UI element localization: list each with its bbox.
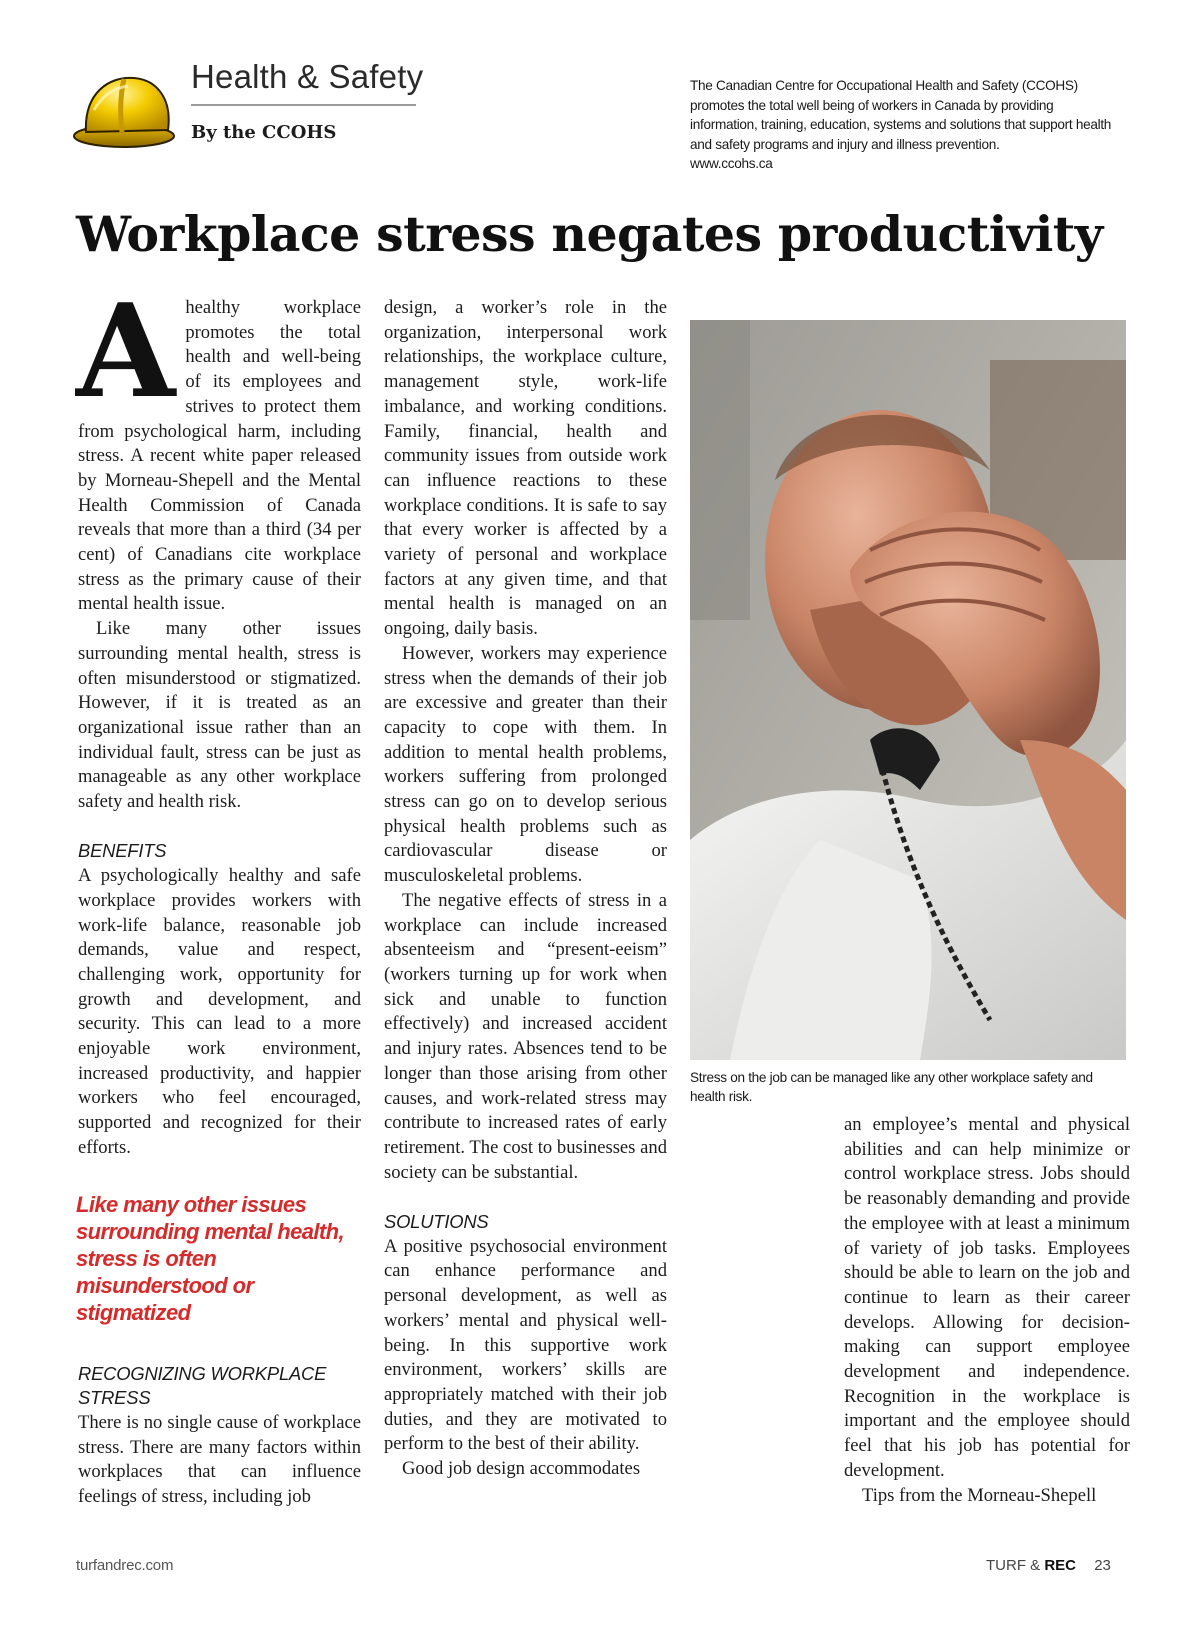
photo-caption: Stress on the job can be managed like any other workplace safety and health risk. xyxy=(690,1070,1093,1104)
intro-url[interactable]: www.ccohs.ca xyxy=(690,156,773,171)
intro-text: The Canadian Centre for Occupational Health and Safety (CCOHS) promotes the total well being of workers in Canada by providing information, training, education, systems and solutions that support health and safety programs and injury and illness prevention. xyxy=(690,78,1112,152)
subhead-solutions: SOLUTIONS xyxy=(384,1211,489,1232)
paragraph: However, workers may experience stress when the demands of their job are excessive and greater than their capacity to cope with them. In addition to mental health problems, workers suffering from prolonged stress can go on to develop serious physical health problems such as cardiovascular disease or musculoskeletal problems. xyxy=(384,642,667,887)
article-photo xyxy=(690,320,1126,1060)
paragraph-text: healthy workplace promotes the total health and well-being of its employees and strives to protect them from psychological harm, including stress. A recent white paper released by Morneau-Shepell and the Mental Health Commission of Canada reveals that more than a third (34 per cent) of Canadians cite workplace stress as the primary cause of their mental health issue. xyxy=(78,297,361,615)
magazine-name: TURF & xyxy=(986,1557,1041,1574)
byline: By the CCOHS xyxy=(191,122,337,143)
paragraph: A positive psychosocial environment can enhance performance and personal development, as well as workers’ mental and physical well-being. In this supportive work environment, workers’ skills are appropriately matched with their job duties, and they are motivated to perform to the best of their ability. xyxy=(384,1235,667,1455)
subhead-recognizing: RECOGNIZING WORKPLACE STRESS xyxy=(78,1362,327,1409)
paragraph: Tips from the Morneau-Shepell xyxy=(862,1484,1097,1506)
subhead-benefits: BENEFITS xyxy=(78,840,167,862)
pull-quote: Like many other issues surrounding mental health, stress is often misunderstood or stigmatized xyxy=(76,1191,344,1325)
spacer xyxy=(78,815,361,840)
magazine-name-bold: REC xyxy=(1044,1557,1077,1574)
spacer xyxy=(384,1185,667,1210)
page-number: 23 xyxy=(1094,1557,1111,1574)
footer-website[interactable]: turfandrec.com xyxy=(76,1557,174,1574)
hard-hat-icon xyxy=(72,66,182,150)
paragraph: A psychologically healthy and safe workplace provides workers with work-life balance, reasonable job demands, value and respect, challenging work, opportunity for growth and development, and security. This can lead to a more enjoyable work environment, increased productivity, and happier workers who feel encouraged, supported and recognized for their efforts. xyxy=(78,865,361,1158)
paragraph: Like many other issues surrounding mental health, stress is often misunderstood or stigmatized. However, if it is treated as an organizational issue rather than an individual fault, stress can be just as manageable as any other workplace safety and health risk. xyxy=(78,618,361,813)
article-column-2 xyxy=(384,296,667,1482)
paragraph: The negative effects of stress in a workplace can include increased absenteeism and “present-eeism” (workers turning up for work when sick and unable to function effectively) and increased accident and injury rates. Absences tend to be longer than those arising from other causes, and work-related stress may contribute to increased rates of early retirement. The cost to businesses and society can be substantial. xyxy=(384,889,667,1183)
paragraph: There is no single cause of workplace stress. There are many factors within workplaces that can influence feelings of stress, including job xyxy=(78,1412,361,1508)
paragraph xyxy=(76,277,361,617)
drop-cap: A xyxy=(76,277,176,427)
intro-blurb xyxy=(690,76,1120,174)
paragraph: design, a worker’s role in the organization, interpersonal work relationships, the workplace culture, management style, work-life imbalance, and working conditions. Family, financial, health and community issues from outside work can influence reactions to these workplace conditions. It is safe to say that every worker is affected by a variety of personal and workplace factors at any given time, and that mental health is managed on an ongoing, daily basis. xyxy=(384,297,667,640)
article-column-3 xyxy=(844,1113,1130,1508)
paragraph: an employee’s mental and physical abilities and can help minimize or control workplace stress. Jobs should be reasonably demanding and provide the employee with at least a minimum of variety of job tasks. Employees should be able to learn on the job and continue to learn as their career develops. Allowing for decision-making can support employee development and independence. Recognition in the workplace is important and the employee should feel that his job has potential for development. xyxy=(844,1114,1130,1481)
section-title: Health & Safety xyxy=(191,58,424,95)
headline: Workplace stress negates productivity xyxy=(76,205,1103,263)
footer-magazine xyxy=(986,1557,1111,1574)
section-divider xyxy=(191,104,416,106)
paragraph: Good job design accommodates xyxy=(402,1458,641,1480)
article-column-1 xyxy=(76,277,361,1510)
